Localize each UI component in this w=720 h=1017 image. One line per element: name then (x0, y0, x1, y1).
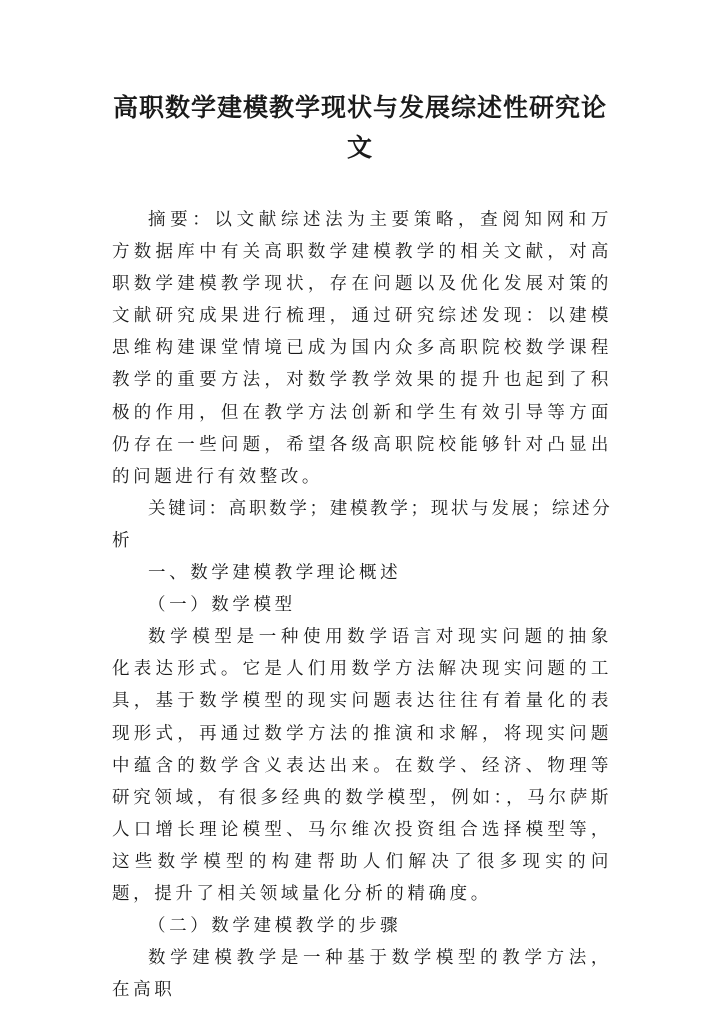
keywords-line: 关键词：高职数学；建模教学；现状与发展；综述分析 (112, 498, 612, 551)
document-body (112, 204, 612, 1006)
body-paragraph: 数学模型是一种使用数学语言对现实问题的抽象化表达形式。它是人们用数学方法解决现实问题的工具，基于数学模型的现实问题表达往往有着量化的表现形式，再通过数学方法的推演和求解，将现实问题中蕴含的数学含义表达出来。在数学、经济、物理等研究领域，有很多经典的数学模型，例如：，马尔萨斯人口增长理论模型、马尔维次投资组合选择模型等，这些数学模型的构建帮助人们解决了很多现实的问题，提升了相关领域量化分析的精确度。 (112, 627, 612, 904)
document-title: 高职数学建模教学现状与发展综述性研究论文 (112, 93, 607, 162)
body-paragraph: 数学建模教学是一种基于数学模型的教学方法，在高职 (112, 948, 612, 1001)
subsection-heading: （二）数学建模教学的步骤 (148, 916, 402, 937)
abstract-paragraph: 摘要：以文献综述法为主要策略，查阅知网和万方数据库中有关高职数学建模教学的相关文献，对高职数学建模教学现状，存在问题以及优化发展对策的文献研究成果进行梳理，通过研究综述发现：以建模思维构建课堂情境已成为国内众多高职院校数学课程教学的重要方法，对数学教学效果的提升也起到了积极的作用，但在教学方法创新和学生有效引导等方面仍存在一些问题，希望各级高职院校能够针对凸显出的问题进行有效整改。 (112, 210, 612, 487)
section-heading: 一、数学建模教学理论概述 (148, 563, 402, 584)
subsection-heading: （一）数学模型 (148, 595, 296, 616)
